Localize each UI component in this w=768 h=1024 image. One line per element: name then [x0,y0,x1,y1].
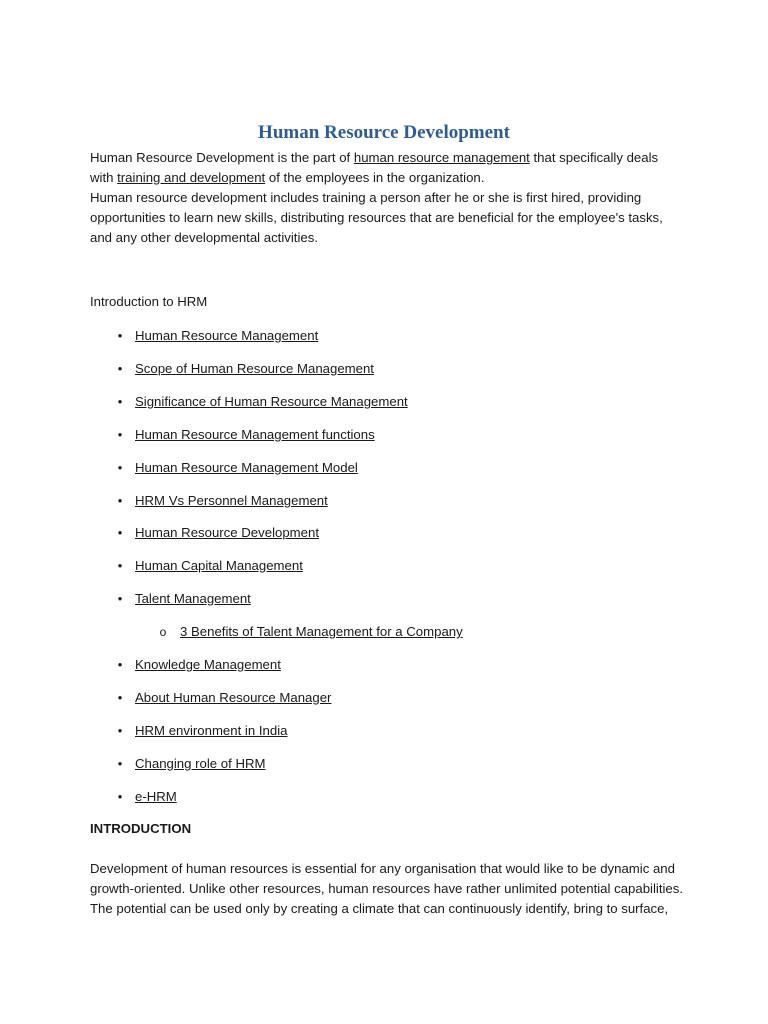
document-title: Human Resource Development [258,122,510,143]
bullet-icon: • [117,591,123,606]
toc-sub-item [0,622,768,642]
toc-link[interactable]: Human Resource Management [135,328,319,343]
toc-item [0,787,768,807]
toc-item [0,688,768,708]
bullet-icon: • [117,558,123,573]
bullet-icon: • [117,525,123,540]
intro-paragraph-1 [90,148,690,188]
toc-link[interactable]: Talent Management [135,591,251,606]
intro-text-d: of the employees in the organization. [265,170,485,185]
link-training-and-development[interactable]: training and development [117,170,266,185]
section-heading-introduction: INTRODUCTION [90,821,192,836]
intro-paragraph-2: Human resource development includes training a person after he or she is first hired, providing opportunities to learn new skills, distributing resources that are beneficial for the employee's tasks, and any other developmental activities. [90,190,663,245]
bullet-icon: • [117,361,123,376]
toc-link[interactable]: Scope of Human Resource Management [135,361,374,376]
toc-item [0,754,768,774]
toc-item [0,589,768,609]
bullet-icon: • [117,427,123,442]
toc-link[interactable]: HRM Vs Personnel Management [135,493,328,508]
bullet-icon: • [117,723,123,738]
toc-item [0,523,768,543]
bullet-icon: • [117,657,123,672]
toc-link[interactable]: Knowledge Management [135,657,281,672]
toc-item [0,556,768,576]
toc-item [0,458,768,478]
toc-item [0,392,768,412]
toc-item [0,326,768,346]
toc-link[interactable]: HRM environment in India [135,723,288,738]
bullet-icon: • [117,493,123,508]
sub-bullet-icon: o [159,625,167,639]
toc-link[interactable]: 3 Benefits of Talent Management for a Company [180,624,463,639]
link-human-resource-management[interactable]: human resource management [353,150,530,165]
toc-link[interactable]: Human Resource Development [135,525,319,540]
toc-link[interactable]: Human Resource Management Model [135,460,358,475]
intro-text-a: Human Resource Development is the part of [90,150,354,165]
toc-heading: Introduction to HRM [90,294,208,309]
toc-link[interactable]: Human Capital Management [135,558,303,573]
toc-item [0,721,768,741]
toc-item [0,655,768,675]
bullet-icon: • [117,328,123,343]
intro-text-b: that specifically deals [529,150,659,165]
intro-text-c: with [90,170,118,185]
toc-link[interactable]: Human Resource Management functions [135,427,375,442]
toc-link[interactable]: e-HRM [135,789,177,804]
bullet-icon: • [117,394,123,409]
toc-item [0,359,768,379]
toc-item [0,425,768,445]
bullet-icon: • [117,690,123,705]
introduction-paragraph: Development of human resources is essential for any organisation that would like to be dynamic and growth-oriented. Unlike other resources, human resources have rather unlimited potential capabilities. The potential can be used only by creating a climate that can continuously identify, bring to surface, [90,861,684,916]
bullet-icon: • [117,789,123,804]
bullet-icon: • [117,756,123,771]
toc-link[interactable]: Changing role of HRM [135,756,266,771]
toc-link[interactable]: About Human Resource Manager [135,690,332,705]
toc-link[interactable]: Significance of Human Resource Management [135,394,408,409]
bullet-icon: • [117,460,123,475]
toc-item [0,491,768,511]
